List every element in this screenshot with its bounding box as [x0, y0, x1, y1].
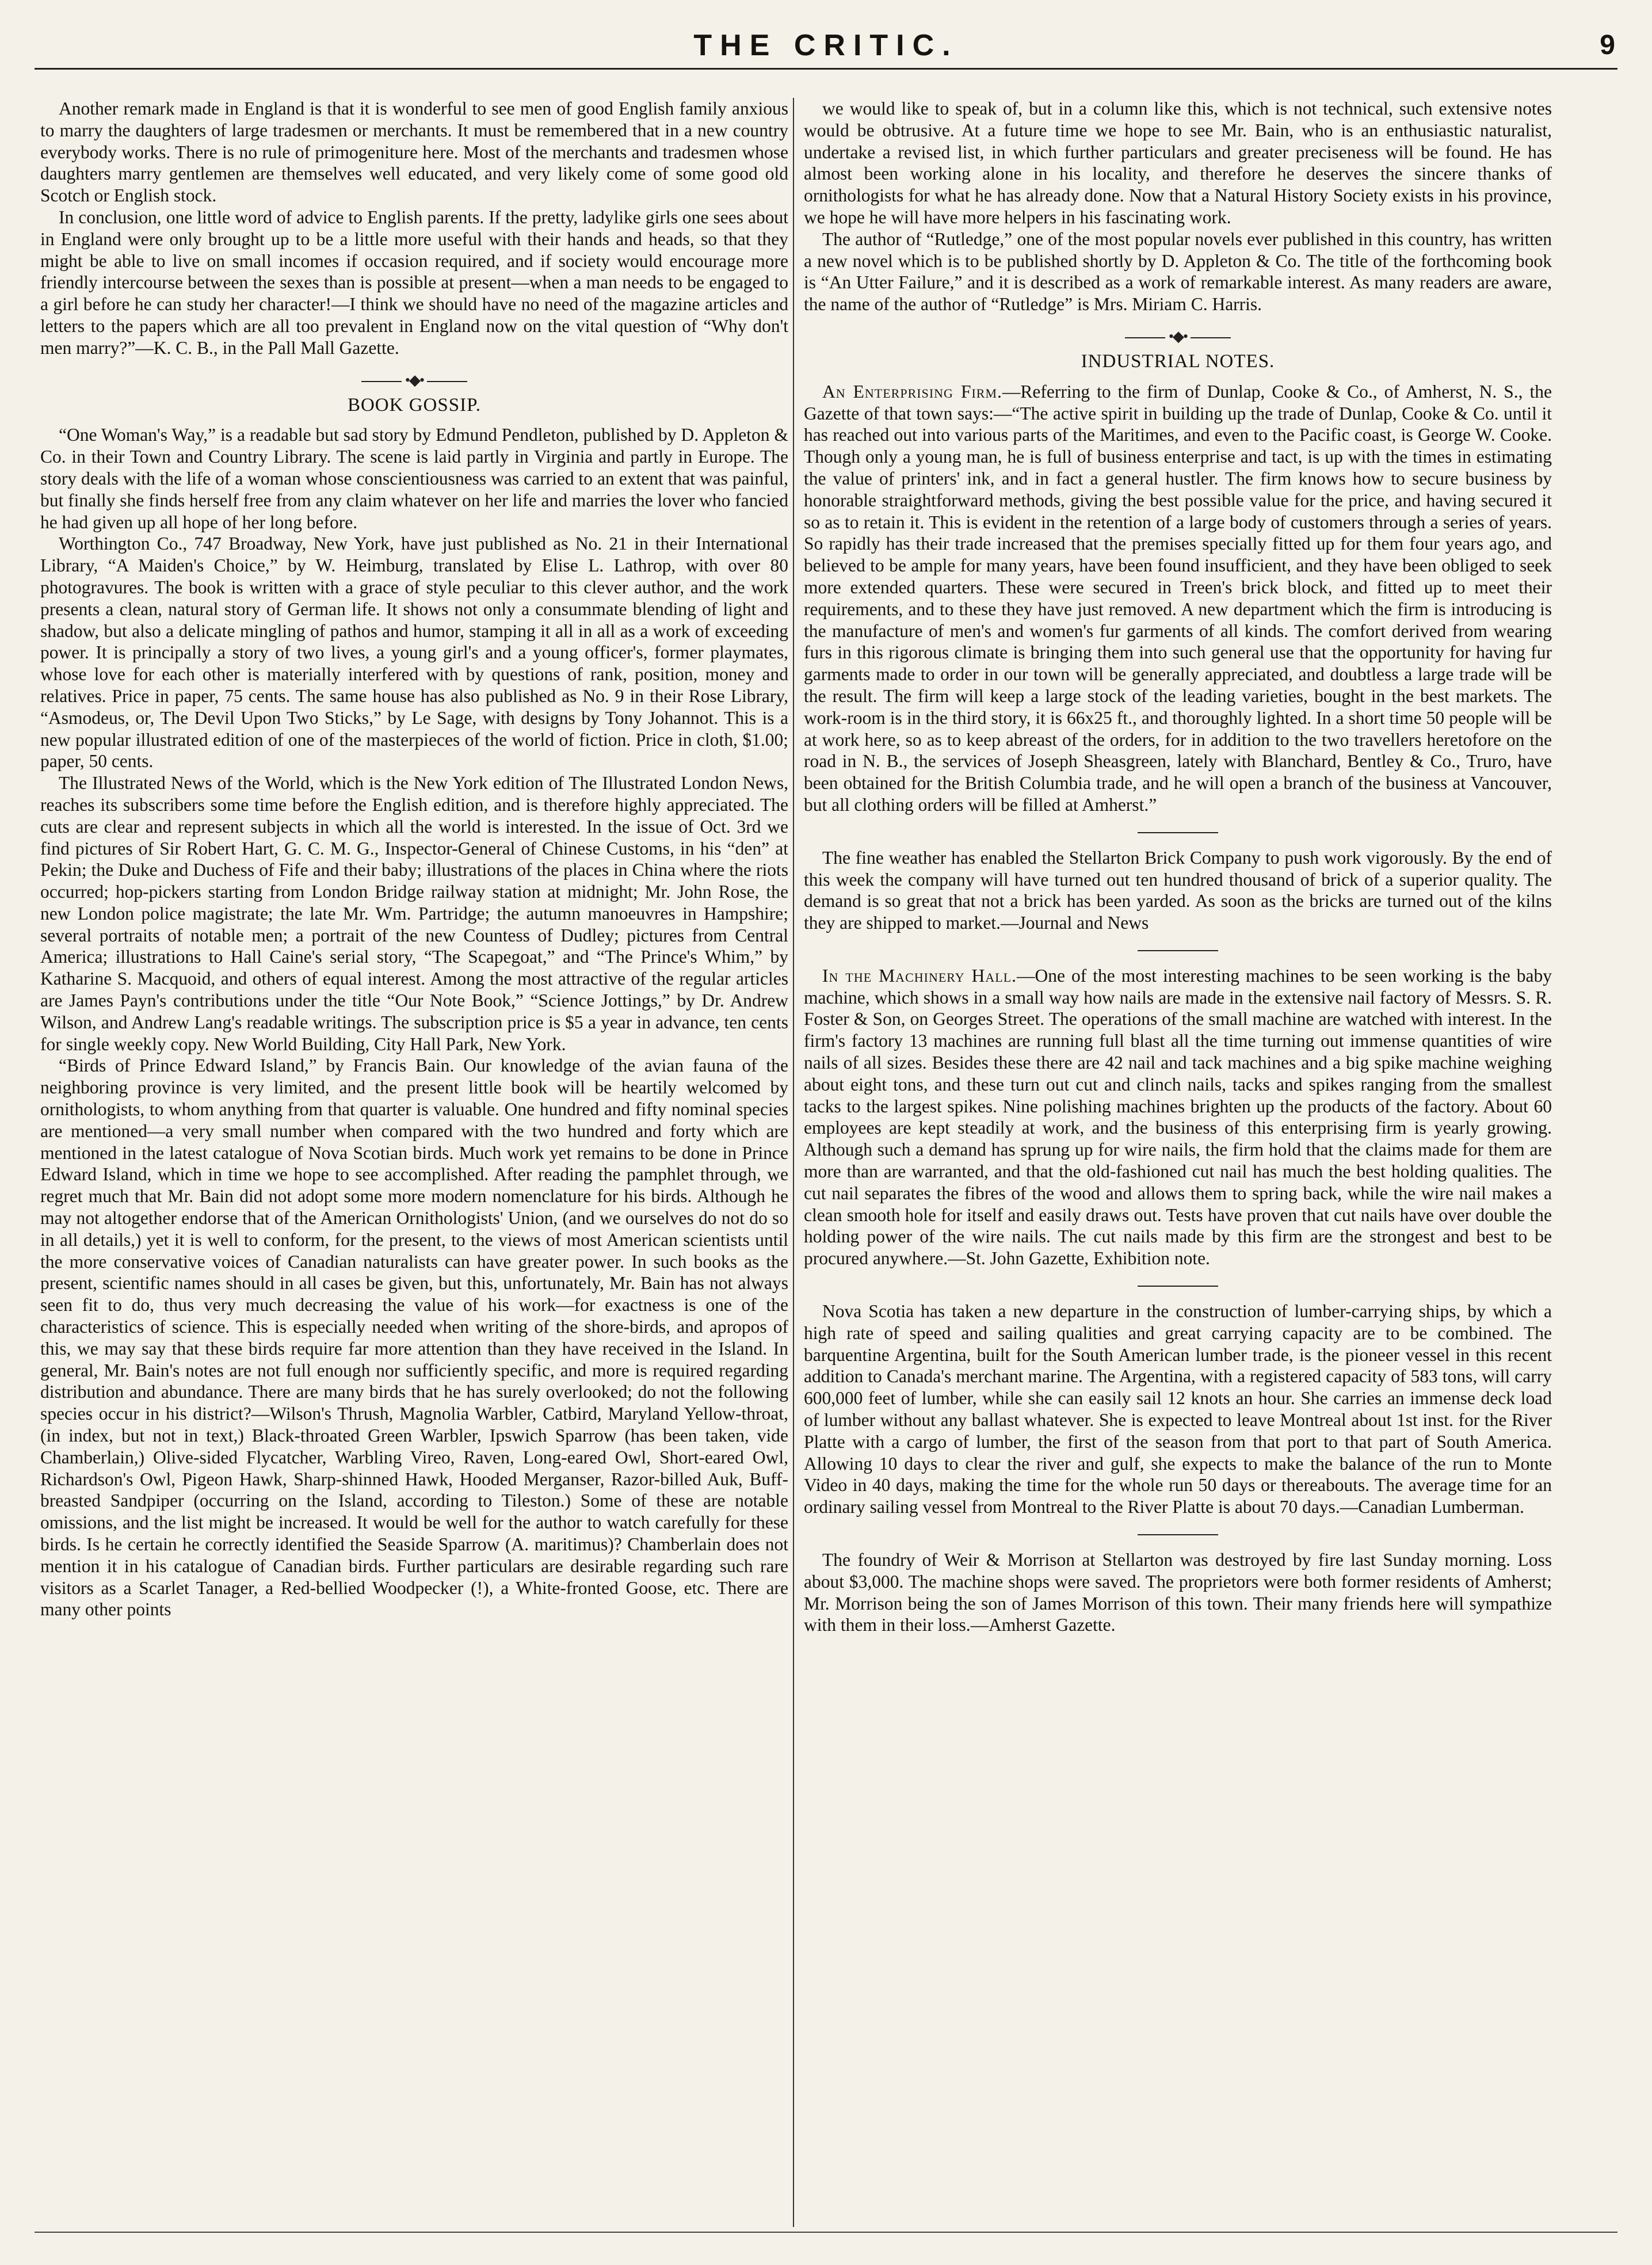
- page-bottom-rule: [35, 2232, 1617, 2233]
- item-separator: [1138, 1286, 1218, 1287]
- item-separator: [1138, 950, 1218, 951]
- section-ornament: •◆•: [40, 372, 788, 389]
- article-paragraph: “One Woman's Way,” is a readable but sad story by Edmund Pendleton, published by D. Appleton & Co. in their Town and Country Library. The scene is laid partly in Virginia and partly in Europe. The story deals with the life of a woman whose conscientiousness was carried to an extent that was painful, but finally she finds herself free from any claim whatever on her life and marries the lover who fancied he had given up all hope of her long before.: [40, 425, 788, 532]
- article-paragraph: we would like to speak of, but in a column like this, which is not technical, such extensive notes would be obtrusive. At a future time we hope to see Mr. Bain, who is an enthusiastic naturalist, undertake a revised list, in which further particulars and greater preciseness will be found. He has almost been working alone in his locality, and therefore he deserves the sincere thanks of ornithologists for what he has already done. Now that a Natural History Society exists in his province, we hope he will have more helpers in his fascinating work.: [804, 98, 1552, 227]
- article-paragraph: Nova Scotia has taken a new departure in the construction of lumber-carrying ships, by which a high rate of speed and sailing qualities and great carrying capacity are to be combined. The barquentine Argentina, built for the South American lumber trade, is the pioneer vessel in this recent addition to Canada's merchant marine. The Argentina, with a registered capacity of 583 tons, will carry 600,000 feet of lumber, while she can easily sail 12 knots an hour. She carries an immense deck load of lumber without any ballast whatever. She is expected to leave Montreal about 1st inst. for the River Platte with a cargo of lumber, the first of the season from that port to that part of South America. Allowing 10 days to clear the river and gulf, she expects to make the balance of the run to Monte Video in 40 days, making the time for the whole run 50 days or thereabouts. The average time for an ordinary sailing vessel from Montreal to the River Platte is about 70 days.—Canadian Lumberman.: [804, 1301, 1552, 1517]
- article-paragraph: The fine weather has enabled the Stellarton Brick Company to push work vigorously. By the end of this week the company will have turned out ten hundred thousand of brick of a superior quality. The demand is so great that not a brick has been yarded. As soon as the bricks are turned out of the kilns they are shipped to market.—Journal and News: [804, 847, 1552, 933]
- paragraph-body: —One of the most interesting machines to be seen working is the baby machine, which shows in a small way how nails are made in the extensive nail factory of Messrs. S. R. Foster & Son, on Georges Street. The operations of the small machine are watched with interest. In the firm's factory 13 machines are running full blast all the time turning out immense quantities of wire nails of all sizes. Besides these there are 42 nail and tack machines and a big spike machine weighing about eight tons, and these turn out cut and clinch nails, tacks and spikes ranging from the smallest tacks to the largest spikes. Nine polishing machines brighten up the products of the factory. About 60 employees are kept steadily at work, and the business of this enterprising firm is yearly growing. Although such a demand has sprung up for wire nails, the firm hold that the claims made for them are more than are warranted, and that the old-fashioned cut nail has much the best holding qualities. The cut nail separates the fibres of the wood and allows them to spring back, while the wire nail makes a clean smooth hole for itself and easily draws out. Tests have proven that cut nails have over double the holding power of the wire nails. The cut nails made by this firm are the strongest and best to be procured anywhere.—St. John Gazette, Exhibition note.: [804, 965, 1552, 1269]
- section-heading-book-gossip: BOOK GOSSIP.: [347, 394, 482, 415]
- paragraph-lead-in: In the Machinery Hall.: [822, 965, 1017, 986]
- paragraph-lead-in: An Enterprising Firm.: [822, 381, 1002, 402]
- article-paragraph: Another remark made in England is that it is wonderful to see men of good English family anxious to marry the daughters of large tradesmen or merchants. It must be remembered that in a new country everybody works. There is no rule of primogeniture here. Most of the merchants and tradesmen whose daughters marry gentlemen are themselves well educated, and very likely come of some good old Scotch or English stock.: [40, 98, 788, 206]
- left-column: [40, 98, 788, 2227]
- article-paragraph: The foundry of Weir & Morrison at Stellarton was destroyed by fire last Sunday morning. Loss about $3,000. The machine shops were saved. The proprietors were both former residents of Amherst; Mr. Morrison being the son of James Morrison of this town. Their many friends here will sympathize with them in their loss.—Amherst Gazette.: [804, 1550, 1552, 1635]
- item-separator: [1138, 832, 1218, 833]
- article-paragraph: The author of “Rutledge,” one of the most popular novels ever published in this country, has written a new novel which is to be published shortly by D. Appleton & Co. The title of the forthcoming book is “An Utter Failure,” and it is described as a work of remarkable interest. As many readers are aware, the name of the author of “Rutledge” is Mrs. Miriam C. Harris.: [804, 228, 1552, 315]
- section-ornament: •◆•: [804, 328, 1552, 345]
- article-paragraph: The Illustrated News of the World, which is the New York edition of The Illustrated London News, reaches its subscribers some time before the English edition, and is therefore highly appreciated. The cuts are clear and represent subjects in which all the world is interested. In the issue of Oct. 3rd we find pictures of Sir Robert Hart, G. C. M. G., Inspector-General of Chinese Customs, in his “den” at Pekin; the Duke and Duchess of Fife and their baby; illustrations of the places in China where the riots occurred; hop-pickers starting from London Bridge railway station at midnight; Mr. John Rose, the new London police magistrate; the late Mr. Wm. Partridge; the autumn manoeuvres in Hampshire; several portraits of notable men; a portrait of the new Countess of Dudley; pictures from Central America; illustrations to Hall Caine's serial story, “The Scapegoat,” and “The Prince's Whim,” by Katharine S. Macquoid, and others of equal interest. Among the most attractive of the regular articles are James Payn's contributions under the title “Our Note Book,” “Science Jottings,” by Dr. Andrew Wilson, and Andrew Lang's readable writings. The subscription price is $5 a year in advance, ten cents for single weekly copy. New World Building, City Hall Park, New York.: [40, 773, 788, 1054]
- page-number: 9: [1600, 30, 1615, 60]
- item-separator: [1138, 1534, 1218, 1535]
- section-heading-industrial-notes: INDUSTRIAL NOTES.: [1081, 350, 1275, 372]
- article-paragraph: [804, 965, 1552, 1269]
- article-paragraph: In conclusion, one little word of advice to English parents. If the pretty, ladylike girls one sees about in England were only brought up to be a little more useful with their hands and heads, so that they might be able to live on small incomes if occasion required, and if society would encourage more friendly intercourse between the sexes than is possible at present—when a man needs to be engaged to a girl before he can study her character!—I think we should have no need of the magazine articles and letters to the papers which are all too prevalent in England now on the vital question of “Why don't men marry?”—K. C. B., in the Pall Mall Gazette.: [40, 207, 788, 358]
- article-paragraph: “Birds of Prince Edward Island,” by Francis Bain. Our knowledge of the avian fauna of the neighboring province is very limited, and the present little book will be heartily welcomed by ornithologists, to whom anything from that quarter is valuable. One hundred and fifty nominal species are mentioned—a very small number when compared with the two hundred and forty which are mentioned in the latest catalogue of Nova Scotian birds. Much work yet remains to be done in Prince Edward Island, which in time we hope to see accomplished. After reading the pamphlet through, we regret much that Mr. Bain did not adopt some more modern nomenclature for his birds. Although he may not altogether endorse that of the American Ornithologists' Union, (and we ourselves do not do so in all details,) yet it is well to conform, for the present, to the views of most American scientists until the more conservative voices of Canadian naturalists can have greater power. In such books as the present, scientific names should in all cases be given, but this, unfortunately, Mr. Bain has not always seen fit to do, thus very much decreasing the value of his work—for exactness is one of the characteristics of science. This is especially needed when writing of the shore-birds, and apropos of this, we may say that these birds require far more attention than they have received in the Island. In general, Mr. Bain's notes are not full enough nor sufficiently specific, and more is required regarding distribution and abundance. There are many birds that he has surely overlooked; do not the following species occur in his district?—Wilson's Thrush, Magnolia Warbler, Catbird, Maryland Yellow-throat, (in index, but not in text,) Black-throated Green Warbler, Ipswich Sparrow (has been taken, vide Chamberlain,) Olive-sided Flycatcher, Warbling Vireo, Raven, Long-eared Owl, Short-eared Owl, Richardson's Owl, Pigeon Hawk, Sharp-shinned Hawk, Hooded Merganser, Razor-billed Auk, Buff-breasted Sandpiper (occurring on the Island, according to Tileston.) Some of these are notable omissions, and the list might be increased. It would be well for the author to watch carefully for these birds. Is he certain he correctly identified the Seaside Sparrow (A. maritimus)? Chamberlain does not mention it in his catalogue of Canadian birds. Further particulars are desirable regarding such rare visitors as a Scarlet Tanager, a Red-bellied Woodpecker (!), a White-fronted Goose, etc. There are many other points: [40, 1055, 788, 1620]
- masthead: [35, 28, 1617, 70]
- page-title: THE CRITIC.: [693, 29, 959, 62]
- column-divider: [793, 98, 794, 2227]
- paragraph-body: —Referring to the firm of Dunlap, Cooke & Co., of Amherst, N. S., the Gazette of that town says:—“The active spirit in building up the trade of Dunlap, Cooke & Co. until it has reached out into various parts of the Maritimes, and even to the Pacific coast, is George W. Cooke. Though only a young man, he is full of business enterprise and tact, is up with the times in estimating the value of printers' ink, and in fact a general hustler. The firm knows how to secure business by honorable straightforward methods, giving the best possible value for the price, and having secured it so as to retain it. This is evident in the retention of a large body of customers through a series of years. So rapidly has their trade increased that the premises specially fitted up for them four years ago, and believed to be ample for many years, have been found insufficient, and they have been obliged to seek more extended quarters. These were secured in Treen's brick block, and fitted up to meet their requirements, and to these they have just removed. A new department which the firm is introducing is the manufacture of men's and women's fur garments of all kinds. The comfort derived from wearing furs in this rigorous climate is bringing them into such general use that the opportunity for having fur garments made to order in our town will be generally appreciated, and doubtless a large trade will be the result. The firm will keep a large stock of the leading varieties, bought in the best markets. The work-room is in the third story, it is 66x25 ft., and thoroughly lighted. In a short time 50 people will be at work here, so as to keep abreast of the orders, for in addition to the two travellers heretofore on the road in N. B., the services of Joseph Sheasgreen, lately with Blanchard, Bentley & Co., Truro, have been obtained for the British Columbia trade, and he will open a branch of the business at Vancouver, but all clothing orders will be filled at Amherst.”: [804, 381, 1552, 815]
- right-column: [804, 98, 1552, 2227]
- article-paragraph: [804, 381, 1552, 816]
- article-paragraph: Worthington Co., 747 Broadway, New York, have just published as No. 21 in their International Library, “A Maiden's Choice,” by W. Heimburg, translated by Elise L. Lathrop, with over 80 photogravures. The book is written with a grace of style peculiar to this clever author, and the work presents a clean, natural story of German life. It shows not only a consummate blending of light and shadow, but also a delicate mingling of pathos and humor, stamping it all in all as a work of exceeding power. It is principally a story of two lives, a young girl's and a young officer's, former playmates, whose love for each other is materially interfered with by questions of rank, position, money and relatives. Price in paper, 75 cents. The same house has also published as No. 9 in their Rose Library, “Asmodeus, or, The Devil Upon Two Sticks,” by Le Sage, with designs by Tony Johannot. This is a new popular illustrated edition of one of the masterpieces of the world of fiction. Price in cloth, $1.00; paper, 50 cents.: [40, 533, 788, 772]
